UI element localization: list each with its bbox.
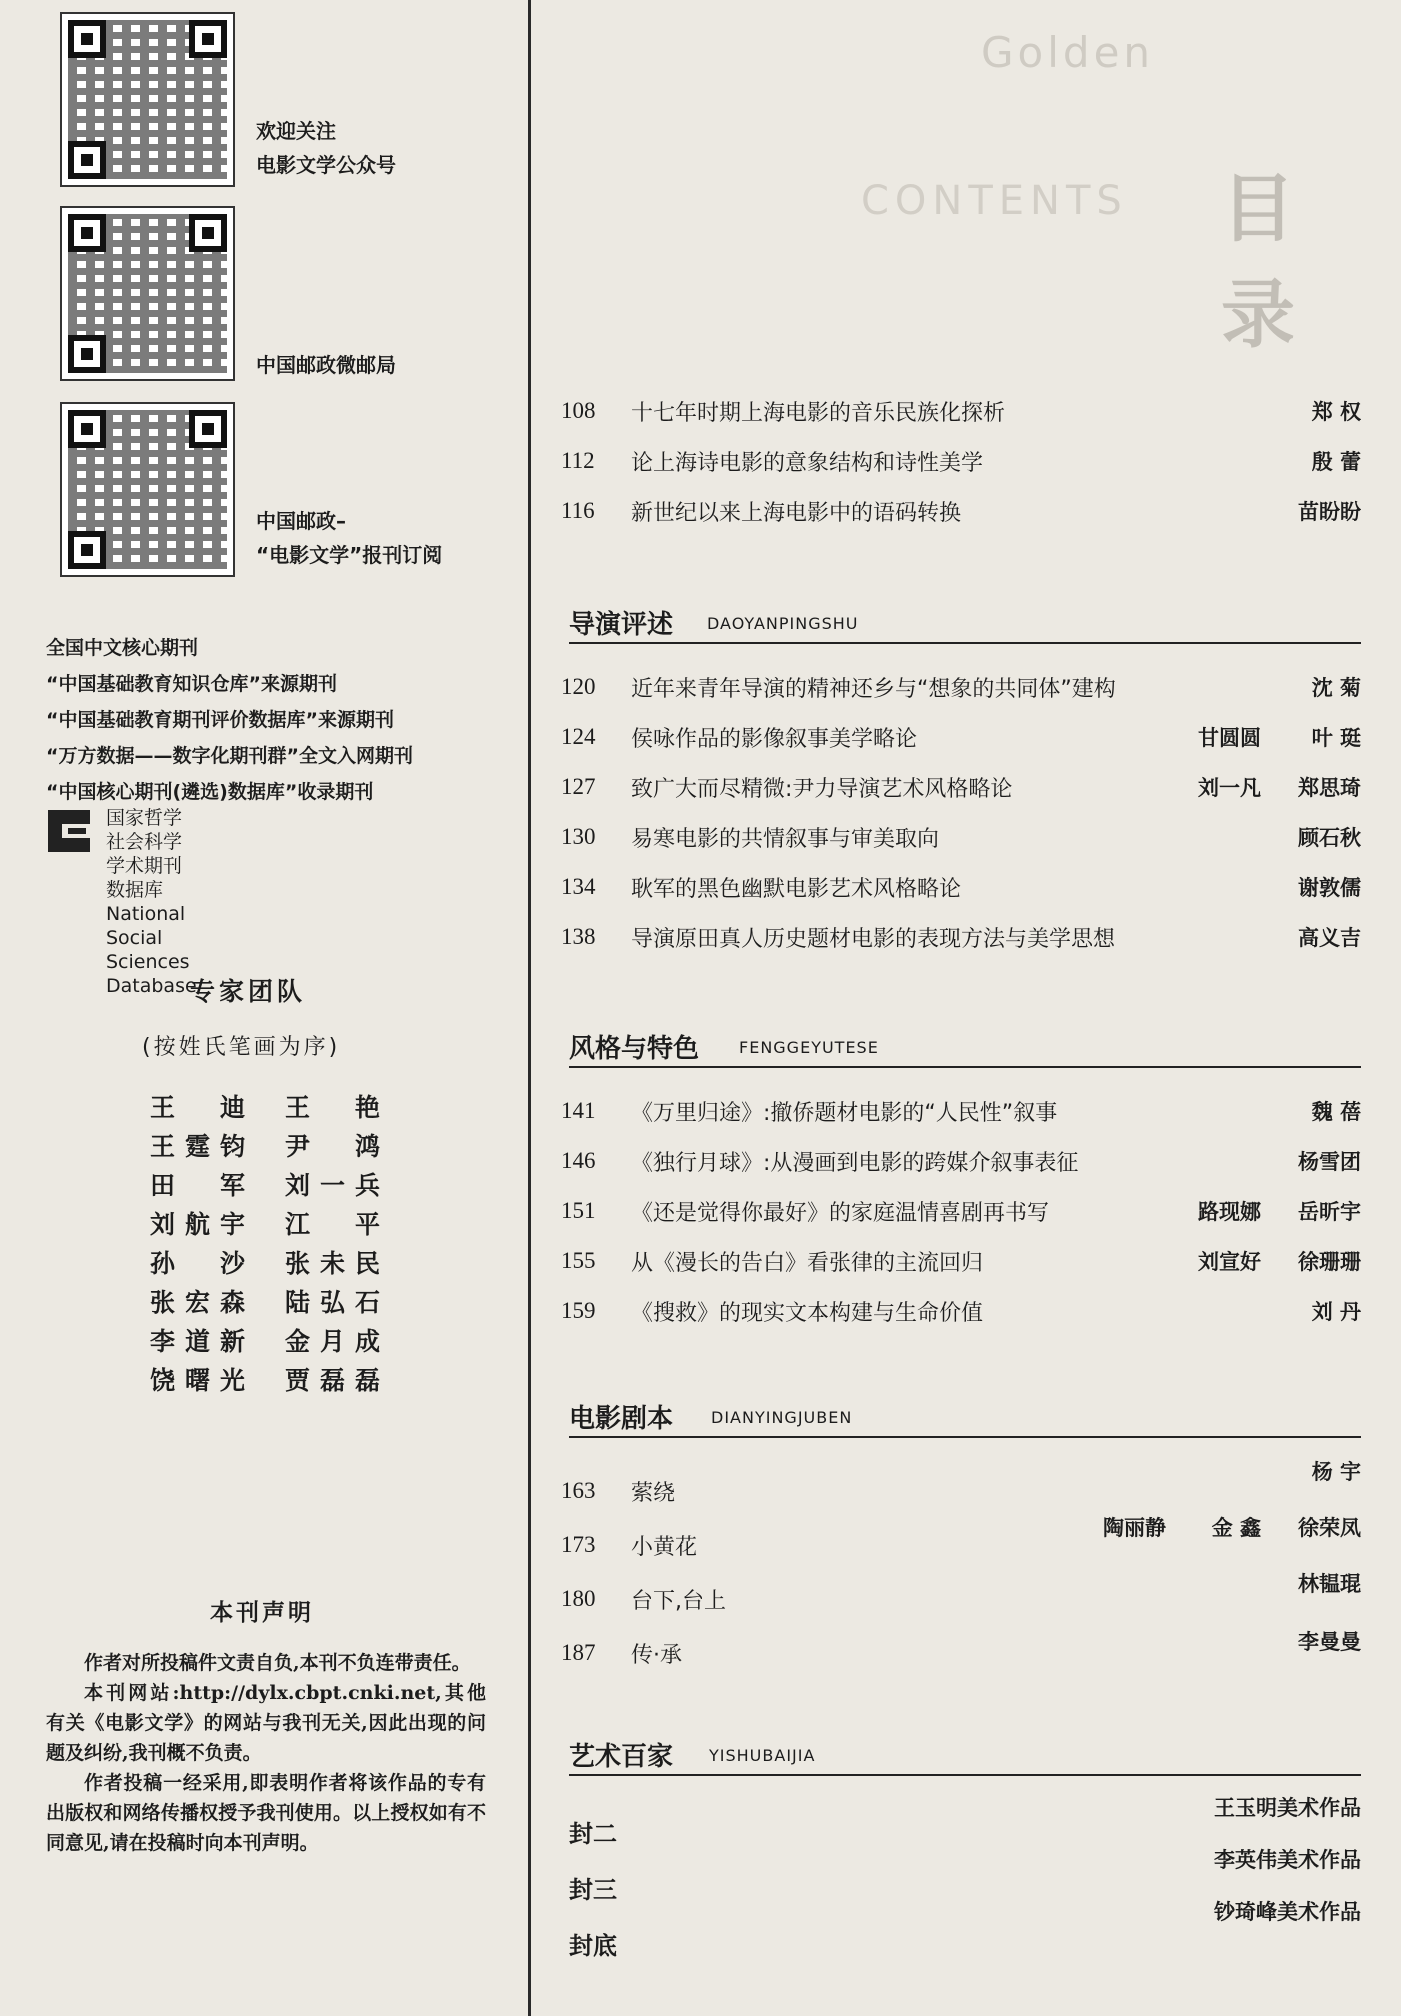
contents-heading: 目录 — [1221, 166, 1319, 358]
article-author: 殷 蕾 — [1311, 450, 1361, 474]
article-title: 耿军的黑色幽默电影艺术风格略论 — [631, 877, 962, 902]
article-title: 新世纪以来上海电影中的语码转换 — [631, 501, 962, 526]
expert-row — [150, 1166, 400, 1205]
caption-line: “电影文学”报刊订阅 — [256, 543, 443, 567]
page-number: 138 — [561, 924, 596, 949]
page-number: 151 — [561, 1198, 596, 1223]
qr-code-wechat — [60, 12, 235, 187]
expert-row — [150, 1283, 400, 1322]
article-title: 致广大而尽精微:尹力导演艺术风格略论 — [631, 777, 1013, 802]
page-number: 130 — [561, 824, 596, 849]
section-title: 风格与特色 — [569, 1034, 700, 1064]
article-author: 陶丽静 — [1103, 1516, 1166, 1540]
caption-line: 中国邮政– — [256, 509, 346, 533]
certification-item: “万方数据——数字化期刊群”全文入网期刊 — [46, 745, 413, 767]
toc-entry[interactable] — [531, 1190, 1361, 1240]
article-title: 导演原田真人历史题材电影的表现方法与美学思想 — [631, 927, 1116, 952]
page-number: 173 — [561, 1532, 596, 1557]
article-title: 从《漫长的告白》看张律的主流回归 — [631, 1251, 984, 1276]
notice-paragraph: 作者投稿一经采用,即表明作者将该作品的专有出版权和网络传播权授予我刊使用。以上授权如有不同意见,请在投稿时向本刊声明。 — [46, 1772, 486, 1854]
expert-name: 孙 沙 — [150, 1249, 245, 1278]
article-author: 顾石秋 — [1298, 826, 1361, 850]
caption-line: 中国邮政微邮局 — [256, 353, 396, 377]
expert-name: 江 平 — [285, 1210, 380, 1239]
toc-top-group — [531, 390, 1361, 540]
page-number: 163 — [561, 1478, 596, 1503]
article-author: 刘 丹 — [1311, 1300, 1361, 1324]
expert-row — [150, 1088, 400, 1127]
expert-name: 张未民 — [285, 1249, 380, 1278]
toc-section-screenplay — [531, 1398, 1361, 1680]
notice-title: 本刊声明 — [210, 1600, 314, 1626]
masthead-english: Golden — [981, 28, 1155, 77]
page-number: 155 — [561, 1248, 596, 1273]
section-title-en: DIANYINGJUBEN — [711, 1408, 853, 1427]
expert-row — [150, 1127, 400, 1166]
article-title: 十七年时期上海电影的音乐民族化探析 — [631, 401, 1006, 426]
section-header — [531, 604, 1361, 644]
toc-entry[interactable] — [531, 866, 1361, 916]
toc-entry[interactable] — [531, 440, 1361, 490]
article-title: 台下,台上 — [631, 1589, 726, 1614]
section-title-en: DAOYANPINGSHU — [707, 614, 859, 633]
expert-name: 张宏森 — [150, 1288, 245, 1317]
article-author: 刘一凡 — [1198, 776, 1261, 800]
art-item-label: 封二 — [569, 1820, 617, 1848]
page-number: 180 — [561, 1586, 596, 1611]
art-item-label: 封底 — [569, 1932, 617, 1960]
article-title: 《还是觉得你最好》的家庭温情喜剧再书写 — [631, 1201, 1050, 1226]
toc-entry[interactable] — [531, 390, 1361, 440]
article-author: 林韫琨 — [1298, 1572, 1361, 1596]
article-author: 刘宣好 — [1198, 1250, 1261, 1274]
qr-caption-post-mini — [256, 348, 396, 382]
expert-row — [150, 1322, 400, 1361]
toc-entry[interactable] — [531, 1572, 1361, 1626]
expert-name: 李道新 — [150, 1327, 245, 1356]
section-title: 导演评述 — [569, 610, 674, 640]
toc-entry[interactable] — [531, 716, 1361, 766]
article-title: 易寒电影的共情叙事与审美取向 — [631, 827, 940, 852]
article-title: 《搜救》的现实文本构建与生命价值 — [631, 1301, 984, 1326]
article-author: 岳昕宇 — [1298, 1200, 1361, 1224]
article-author: 郑 权 — [1311, 400, 1361, 424]
page-number: 146 — [561, 1148, 596, 1173]
toc-entry[interactable] — [531, 1626, 1361, 1680]
page-number: 187 — [561, 1640, 596, 1665]
art-item-label: 封三 — [569, 1876, 617, 1904]
notice-paragraph: 作者对所投稿件文责自负,本刊不负连带责任。 — [84, 1652, 471, 1674]
toc-entry[interactable] — [531, 766, 1361, 816]
qr-caption-wechat — [256, 114, 396, 182]
expert-name: 贾磊磊 — [285, 1366, 380, 1395]
experts-title: 专家团队 — [190, 977, 307, 1006]
article-author: 沈 菊 — [1311, 676, 1361, 700]
article-author: 李曼曼 — [1298, 1630, 1361, 1654]
section-rule — [569, 1774, 1361, 1776]
section-rule — [569, 642, 1361, 644]
caption-line: 电影文学公众号 — [256, 153, 396, 177]
section-rule — [569, 1066, 1361, 1068]
article-author: 路现娜 — [1198, 1200, 1261, 1224]
article-author: 魏 蓓 — [1311, 1100, 1361, 1124]
experts-subtitle: (按姓氏笔画为序) — [142, 1035, 341, 1060]
caption-line: 欢迎关注 — [256, 119, 336, 143]
page-number: 120 — [561, 674, 596, 699]
toc-entry[interactable] — [531, 490, 1361, 540]
toc-entry[interactable] — [531, 916, 1361, 966]
expert-name: 王霆钧 — [150, 1132, 245, 1161]
notice-paragraph: 本刊网站:http://dylx.cbpt.cnki.net,其他有关《电影文学》的网站与我刊无关,因此出现的问题及纠纷,我刊概不负责。 — [46, 1682, 486, 1764]
toc-entry[interactable] — [531, 1140, 1361, 1190]
notice-body — [46, 1648, 486, 1858]
expert-name: 王 迪 — [150, 1093, 245, 1122]
page-number: 112 — [561, 448, 595, 473]
article-title: 萦绕 — [631, 1481, 676, 1506]
section-title: 艺术百家 — [569, 1742, 674, 1772]
section-title-en: YISHUBAIJIA — [709, 1746, 816, 1765]
article-author: 甘圆圆 — [1198, 726, 1261, 750]
page-number: 127 — [561, 774, 596, 799]
certification-item: 全国中文核心期刊 — [46, 637, 199, 659]
section-header — [531, 1398, 1361, 1438]
article-author: 谢敦儒 — [1298, 876, 1361, 900]
article-author: 叶 珽 — [1311, 726, 1361, 750]
toc-entry[interactable] — [531, 1090, 1361, 1140]
certification-item: “中国基础教育期刊评价数据库”来源期刊 — [46, 709, 394, 731]
page-number: 141 — [561, 1098, 596, 1123]
expert-name: 刘一兵 — [285, 1171, 380, 1200]
contents-heading-en: CONTENTS — [861, 178, 1128, 224]
expert-name: 饶曙光 — [150, 1366, 245, 1395]
section-title-en: FENGGEYUTESE — [739, 1038, 879, 1057]
expert-row — [150, 1205, 400, 1244]
page-number: 116 — [561, 498, 595, 523]
article-author: 金 鑫 — [1211, 1516, 1261, 1540]
expert-name: 尹 鸿 — [285, 1132, 380, 1161]
page-number: 134 — [561, 874, 596, 899]
article-title: 小黄花 — [631, 1535, 698, 1560]
nssd-logo-icon — [46, 808, 92, 854]
page-number: 124 — [561, 724, 596, 749]
article-author: 杨 宇 — [1311, 1460, 1361, 1484]
section-title: 电影剧本 — [569, 1404, 674, 1434]
expert-row — [150, 1244, 400, 1283]
certification-item: “中国基础教育知识仓库”来源期刊 — [46, 673, 337, 695]
section-header — [531, 1736, 1361, 1776]
article-title: 传·承 — [631, 1643, 682, 1668]
toc-section-director-review — [531, 604, 1361, 966]
article-title: 近年来青年导演的精神还乡与“想象的共同体”建构 — [631, 677, 1116, 702]
article-author: 杨雪团 — [1298, 1150, 1361, 1174]
expert-name: 刘航宇 — [150, 1210, 245, 1239]
article-title: 论上海诗电影的意象结构和诗性美学 — [631, 451, 984, 476]
qr-code-subscription — [60, 402, 235, 577]
art-item-work[interactable]: 李英伟美术作品 — [1214, 1848, 1361, 1872]
toc-entry[interactable] — [531, 1290, 1361, 1340]
section-header — [531, 1028, 1361, 1068]
toc-entry[interactable] — [531, 666, 1361, 716]
database-name-en: National Social Sciences Database — [106, 903, 197, 997]
section-rule — [569, 1436, 1361, 1438]
article-title: 侯咏作品的影像叙事美学略论 — [631, 727, 918, 752]
contents-column — [531, 0, 1401, 2016]
article-author: 徐珊珊 — [1298, 1250, 1361, 1274]
left-column — [0, 0, 525, 2016]
expert-name: 金月成 — [285, 1327, 380, 1356]
toc-section-style-features — [531, 1028, 1361, 1340]
toc-section-art — [531, 1736, 1361, 1976]
qr-caption-subscription — [256, 504, 442, 572]
article-author: 郑思琦 — [1298, 776, 1361, 800]
expert-name: 陆弘石 — [285, 1288, 380, 1317]
article-title: 《万里归途》:撤侨题材电影的“人民性”叙事 — [631, 1101, 1058, 1126]
art-item-work[interactable]: 王玉明美术作品 — [1214, 1796, 1361, 1820]
art-item-work[interactable]: 钞琦峰美术作品 — [1214, 1900, 1361, 1924]
database-name-cn: 国家哲学社会科学学术期刊数据库 — [106, 807, 183, 901]
certification-list — [46, 630, 413, 810]
toc-entry[interactable] — [531, 1518, 1361, 1572]
article-author: 徐荣凤 — [1298, 1516, 1361, 1540]
page-number: 159 — [561, 1298, 596, 1323]
toc-entry[interactable] — [531, 816, 1361, 866]
certification-item: “中国核心期刊(遴选)数据库”收录期刊 — [46, 781, 374, 803]
experts-list — [150, 1088, 400, 1400]
expert-name: 田 军 — [150, 1171, 245, 1200]
expert-row — [150, 1361, 400, 1400]
expert-name: 王 艳 — [285, 1093, 380, 1122]
article-title: 《独行月球》:从漫画到电影的跨媒介叙事表征 — [631, 1151, 1079, 1176]
article-author: 高义吉 — [1298, 926, 1361, 950]
page-number: 108 — [561, 398, 596, 423]
toc-entry[interactable] — [531, 1240, 1361, 1290]
toc-entry[interactable] — [531, 1460, 1361, 1518]
qr-code-post-mini — [60, 206, 235, 381]
article-author: 苗盼盼 — [1298, 500, 1361, 524]
